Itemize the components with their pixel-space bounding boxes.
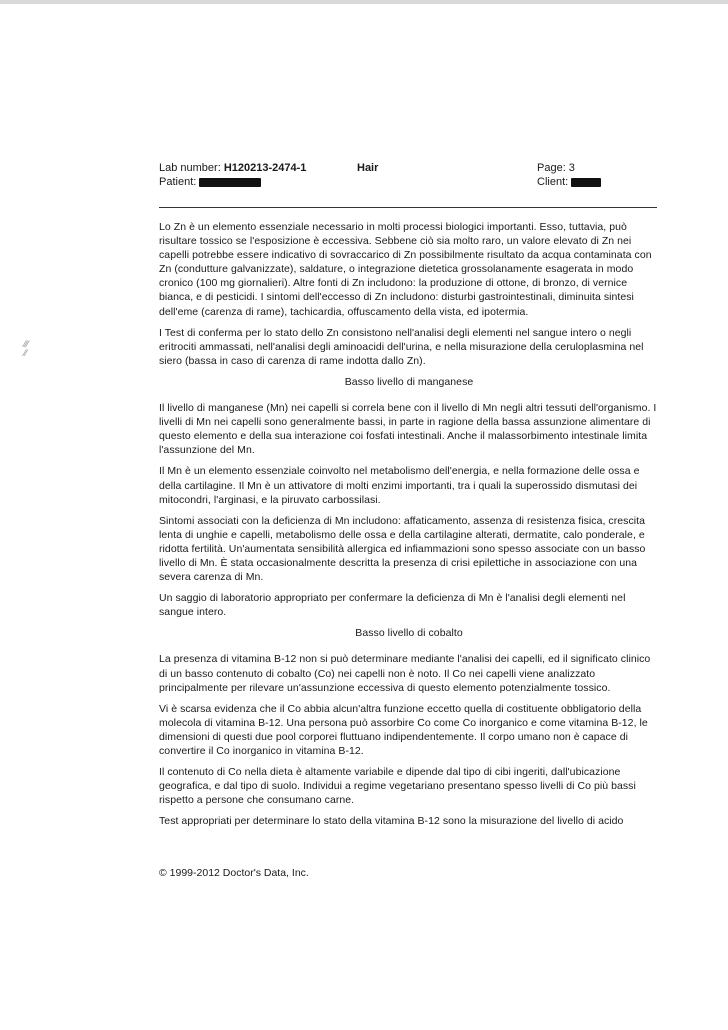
copyright-footer: © 1999-2012 Doctor's Data, Inc. [159,867,309,879]
scan-margin-artifact: ⁄⁄⁄ ⁄⁄ [24,339,29,358]
scan-top-edge [0,0,728,4]
patient-line [159,176,261,189]
patient-label: Patient: [159,176,197,188]
client-line [537,176,601,189]
lab-number-label: Lab number: [159,162,221,174]
body-paragraph: Il contenuto di Co nella dieta è altamente variabile e dipende dal tipo di cibi ingeriti, dall'ubicazione geografica, e dal tipo di suolo. Individui a regime vegetariano presentano spesso livelli di Co più bassi rispetto a persone che consumano carne. [159,766,636,807]
lab-number-value: H120213-2474-1 [223,162,307,174]
specimen-type-value: Hair [357,162,379,174]
header-divider [159,207,657,208]
body-paragraph: Lo Zn è un elemento essenziale necessario in molti processi biologici importanti. Esso, tuttavia, può risultare tossico se l'esposizione è eccessiva. Sebbene ciò sia molto raro, un valore elevato di Zn nei capelli potrebbe essere indicativo di sovraccarico di Zn possibilmente risultato da acqua contaminata con Zn (condutture galvanizzate), saldature, o integrazione dietetica grossolanamente esagerata in modo cronico (100 mg giornalieri). Altre fonti di Zn includono: la produzione di ottone, di bronzo, di vernice bianca, e di pesticidi. I sintomi dell'eccesso di Zn includono: disturbi gastrointestinali, diminuita sintesi dell'eme (carenza di rame), tachicardia, offuscamento della vista, ed ipotermia. [159,221,652,318]
body-paragraph: I Test di conferma per lo stato dello Zn consistono nell'analisi degli elementi nel sangue intero o negli eritrociti ammassati, nell'analisi degli aminoacidi dell'urina, e nella misurazione della ceruloplasmina nel siero (bassa in caso di carenza di rame indotta dallo Zn). [159,326,644,367]
body-paragraph: Test appropriati per determinare lo stato della vitamina B-12 sono la misurazione del livello di acido [159,815,624,828]
section-heading: Basso livello di manganese [344,375,474,388]
client-label: Client: [537,176,569,188]
body-paragraph: Un saggio di laboratorio appropriato per confermare la deficienza di Mn è l'analisi degli elementi nel sangue intero. [159,592,626,619]
lab-number-line [159,162,306,175]
section-heading: Basso livello di cobalto [355,627,463,640]
body-paragraph: Sintomi associati con la deficienza di Mn includono: affaticamento, assenza di resistenza fisica, crescita lenta di unghie e capelli, metabolismo delle ossa e della cartilagine alterati, dermatite, calo ponderale, e ridotta fertilità. Un'aumentata sensibilità allergica ed infiammazioni sono spesso associate con un basso livello di Mn. È stata occasionalmente descritta la presenza di crisi epilettiche in associazione con una severa carenza di Mn. [159,514,646,584]
body-paragraph: Vi è scarsa evidenza che il Co abbia alcun'altra funzione eccetto quella di costituente obbligatorio della molecola di vitamina B-12. Una persona può assorbire Co come Co inorganico e come vitamina B-12, le dimensioni di questi due pool corporei fluttuano indipendentemente. Il corpo umano non è capace di convertire il Co inorganico in vitamina B-12. [159,702,648,757]
specimen-type [357,162,378,175]
body-paragraph: Il Mn è un elemento essenziale coinvolto nel metabolismo dell'energia, e nella formazione delle ossa e della cartilagine. Il Mn è un attivatore di molti enzimi importanti, tra i quali la superossido dismutasi dei mitocondri, l'arginasi, e la piruvato carbossilasi. [159,465,640,506]
body-paragraph: Il livello di manganese (Mn) nei capelli si correla bene con il livello di Mn negli altri tessuti dell'organismo. I livelli di Mn nei capelli sono generalmente bassi, in parte in ragione della bassa assunzione alimentare di questo elemento e della sua interazione coi fosfati intestinali. Anche il malassorbimento intestinale limita l'assunzione del Mn. [159,402,657,457]
report-body [159,220,659,835]
client-id-redacted [571,178,601,187]
patient-name-redacted [199,178,261,187]
page-number: Page: 3 [537,162,575,174]
body-paragraph: La presenza di vitamina B-12 non si può determinare mediante l'analisi dei capelli, ed il significato clinico di un basso contenuto di cobalto (Co) nei capelli non è noto. Il Co nei capelli viene analizzato principalmente per rilevare un'assunzione eccessiva di questo elemento potenzialmente tossico. [159,653,651,694]
